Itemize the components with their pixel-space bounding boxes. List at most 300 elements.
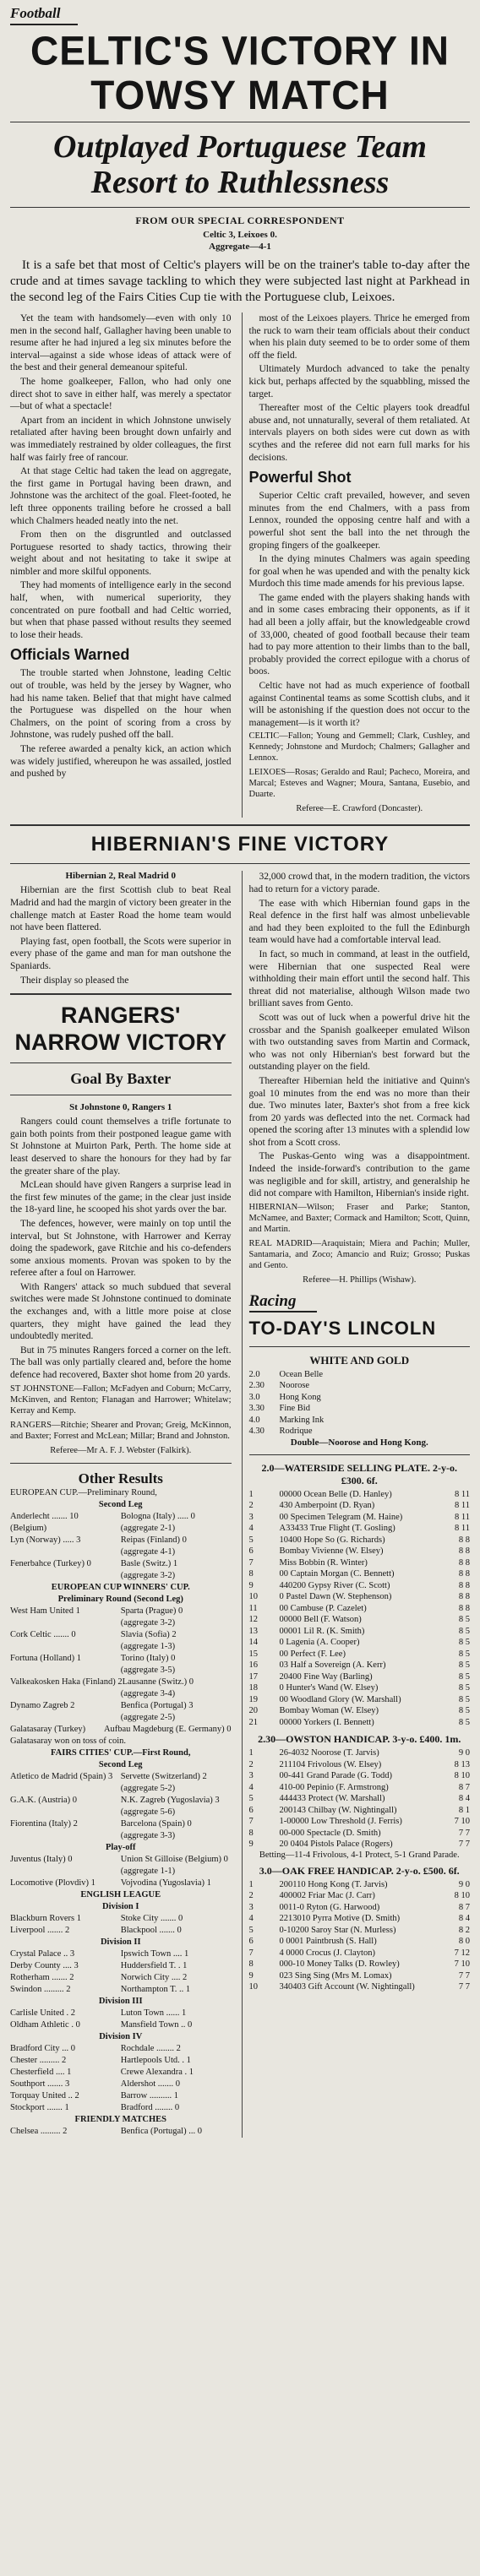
away-team [157,1487,232,1499]
runner-row [249,1500,471,1512]
runner-number: 2 [248,1891,254,1901]
runner-name: 20400 Fine Way (Barling) [279,1671,373,1682]
right-column [242,871,471,2137]
runner-weight: 8 4 [458,1914,470,1924]
runner-name: 00000 Bell (F. Watson) [279,1615,362,1625]
runner-row [249,1705,471,1717]
home-team: Valkeakosken Haka (Finland) 2 [10,1677,123,1687]
runner-number: 13 [248,1626,258,1636]
home-team: Chesterfield .... 1 [10,2067,72,2077]
paragraph: The referee awarded a penalty kick, an action which was widely justified, whereupon he was assailed, jostled and pushed by [10,744,232,780]
home-team: Dynamo Zagreb 2 [10,1700,75,1710]
paragraph: The ease with which Hibernian found gaps in the Real defence in the first half was almost unbelievable and had they been exploited to the full the Edinburgh team would have had a comfortable interval lead. [248,898,470,946]
runner-weight: 7 12 [454,1948,470,1958]
runner-row [249,1970,471,1982]
article-columns [10,871,470,2137]
runner-row [249,1626,471,1638]
home-team: Juventus (Italy) 0 [10,1854,73,1864]
runner-name: 0 Pastel Dawn (W. Stephenson) [279,1592,392,1602]
results-list [10,1487,232,2138]
runner-number: 2.30 [248,1381,265,1391]
home-team [10,1546,121,1558]
section-label: Football [10,5,78,25]
away-team: Barcelona (Spain) 0 [120,1818,192,1829]
crosshead: Officials Warned [10,646,130,664]
runner-name: 20 0404 Pistols Palace (Rogers) [279,1840,393,1850]
aggregate-line: Aggregate—4-1 [209,242,271,252]
runner-weight: 7 10 [454,1959,470,1970]
runner-row [249,1392,471,1404]
results-heading: Second Leg [98,1499,143,1509]
runner-name: Bombay Vivienne (W. Elsey) [279,1546,384,1557]
paragraph: Superior Celtic craft prevailed, however, and seven minutes from the end Chalmers, with a pass from Lennox, rounded the opposing centre half and with a powerful shot sent the ball into the net through the groping fingers of the goalkeeper. [248,491,470,551]
runner-number: 10 [248,1592,258,1602]
runner-number: 7 [248,1948,254,1958]
paragraph: Hibernian are the first Scottish club to beat Real Madrid and had the margin of victory been greater in the challenge match at Easter Road the home team would not have been flattered. [10,885,232,933]
runner-number: 1 [248,1489,254,1499]
away-team: Servette (Switzerland) 2 [120,1771,207,1781]
results-heading: ENGLISH LEAGUE [80,1889,161,1899]
runner-name: 0 Lagenia (A. Cooper) [279,1638,360,1648]
runner-row [249,1879,471,1891]
runner-row [249,1717,471,1729]
home-team: Crystal Palace .. 3 [10,1948,75,1959]
runner-name: 200110 Hong Kong (T. Jarvis) [279,1879,388,1889]
home-team [10,1783,121,1795]
home-team [10,1617,121,1629]
race-card [249,1747,471,1850]
runner-row [249,1782,471,1794]
results-heading: Division II [100,1937,141,1947]
runner-name: 0011-0 Ryton (G. Harwood) [279,1902,380,1912]
away-team: (aggregate 3-2) [120,1570,176,1580]
runner-number: 16 [248,1660,258,1671]
other-results [10,1470,232,2138]
away-team: Aufbau Magdeburg (E. Germany) 0 [103,1724,232,1734]
runner-weight: 8 5 [458,1660,470,1671]
runner-number: 6 [248,1805,254,1815]
result-row [10,1972,232,1984]
runner-weight: 8 11 [455,1489,470,1499]
runner-weight: 8 8 [458,1569,470,1579]
runner-weight: 7 7 [458,1828,470,1838]
runner-name: A33433 True Flight (T. Gosling) [279,1524,395,1534]
paragraph: From then on the disgruntled and outclassed Portuguese resorted to shady tactics, throwing their weight about and not hesitating to take it swipe at nimbler and more skilful opponents. [10,530,232,577]
runner-weight: 8 8 [458,1557,470,1568]
runner-number: 5 [248,1925,254,1935]
paragraph: They had moments of intelligence early in the second half, when, with numerical superiority, they concentrated on pure football and had Celtic worried, but when that phase passed without results they seemed to lose their heads. [10,580,232,640]
results-heading: Division I [102,1901,139,1911]
runner-row [249,1426,471,1437]
away-team: Stoke City ....... 0 [120,1913,183,1923]
paragraph: The game ended with the players shaking hands with and in some cases embracing their opponents, as if it had all been a jolly affair, but the knowledgeable crowd of 33,000, cheated of good football because their team had to pay more attention to their limbs than to the ball, probably provided the correct epilogue with a chorus of boos. [248,592,470,677]
runner-row [249,1403,471,1415]
away-team: Ipswich Town .... 1 [120,1948,189,1959]
away-team: Norwich City .... 2 [120,1972,188,1982]
away-team: Rochdale ........ 2 [120,2043,181,2053]
runner-row [249,1415,471,1427]
result-row [10,1783,232,1795]
home-team: EUROPEAN CUP.—Preliminary Round, [10,1487,157,1497]
runner-weight: 8 8 [458,1603,470,1613]
race-title: 2.0—WATERSIDE SELLING PLATE. 2-y-o. £300. 6f. [261,1461,458,1486]
team-lineup: HIBERNIAN—Wilson; Fraser and Parke; Stanton, McNamee, and Baxter; Cormack and Hamilton; Scott, Quinn, and Martin. [248,1202,470,1234]
result-row [10,1487,232,1499]
runner-name: Miss Bobbin (R. Winter) [279,1557,368,1568]
result-row [10,1653,232,1665]
runner-row [249,1890,471,1902]
result-row [10,1570,232,1582]
runner-name: 1-00000 Low Threshold (J. Ferris) [279,1817,402,1827]
result-row [10,1960,232,1972]
runner-name: Hong Kong [279,1392,321,1402]
score-line: Hibernian 2, Real Madrid 0 [65,871,176,882]
runner-name: 0 0001 Paintbrush (S. Hall) [279,1937,377,1947]
away-team: (aggregate 1-3) [120,1641,176,1651]
results-heading: FAIRS CITIES' CUP.—First Round, [51,1747,191,1758]
runner-weight: 9 0 [458,1879,470,1889]
runner-number: 10 [248,1982,258,1992]
paragraph: 32,000 crowd that, in the modern tradition, the victors had to return for a victory parade. [248,872,470,894]
away-team: N.K. Zagreb (Yugoslavia) 3 [120,1795,220,1805]
runner-number: 15 [248,1649,258,1659]
paragraph: The trouble started when Johnstone, leading Celtic out of trouble, was held by the jersey by Wagner, who had his name taken. Belief that that might have calmed the Portuguese was dispelled on the hour when Chalmers, on the point of scoring from a cross by Johnstone, was rudely pushed off the ball. [10,668,232,741]
away-team: Vojvodina (Yugoslavia) 1 [120,1878,211,1888]
runner-row [249,1591,471,1603]
race-card [249,1879,471,1993]
away-team: Benfica (Portugal) 3 [120,1700,194,1710]
runner-row [249,1671,471,1683]
runner-weight: 8 5 [458,1671,470,1682]
runner-number: 18 [248,1683,258,1693]
runner-number: 5 [248,1535,254,1545]
runner-weight: 8 13 [454,1759,470,1769]
away-team: (aggregate 5-2) [120,1783,176,1793]
result-row [10,2067,232,2079]
result-row [10,1546,232,1558]
runner-number: 14 [248,1638,258,1648]
results-heading: Division IV [99,2031,143,2041]
results-heading: EUROPEAN CUP WINNERS' CUP. [51,1582,190,1592]
score-line: Celtic 3, Leixoes 0. [203,230,277,240]
runner-number: 2 [248,1759,254,1769]
runner-number: 8 [248,1569,254,1579]
result-row [10,1771,232,1783]
home-team: Torquay United .. 2 [10,2090,79,2100]
runner-name: Fine Bid [279,1404,310,1414]
result-row [10,2079,232,2090]
runner-row [249,1839,471,1850]
result-row [10,1818,232,1830]
runner-row [249,1637,471,1649]
result-row [10,1795,232,1807]
result-row [10,2043,232,2055]
racing-headline: TO-DAY'S LINCOLN [248,1317,437,1339]
result-row [10,1854,232,1866]
away-team: Crewe Alexandra . 1 [120,2067,194,2077]
runner-weight: 8 5 [458,1638,470,1648]
runner-number: 3.30 [248,1404,265,1414]
paragraph: The Puskas-Gento wing was a disappointment. Indeed the inside-forward's contribution to the game was negligible and for skill, artistry, and generalship he did not compare with Hamilton, Hibernian's inside right. [248,1151,470,1199]
runner-name: 410-00 Pepinio (F. Armstrong) [279,1782,389,1792]
results-heading: Second Leg [98,1759,143,1769]
result-row [10,2126,232,2138]
result-row [10,1558,232,1570]
runner-name: 430 Amberpoint (D. Ryan) [279,1501,375,1511]
away-team: Aldershot ....... 0 [120,2079,181,2089]
race-title: 3.0—OAK FREE HANDICAP. 2-y-o. £500. 6f. [259,1864,460,1877]
away-team: Hartlepools Utd. . 1 [120,2055,191,2065]
results-heading: Division III [98,1996,143,2006]
result-row [10,2008,232,2019]
runner-row [249,1981,471,1993]
away-team: Blackpool ....... 0 [120,1925,182,1935]
runner-number: 7 [248,1817,254,1827]
runner-name: 2213010 Pyrra Motive (D. Smith) [279,1914,401,1924]
away-team: (aggregate 1-1) [120,1866,176,1876]
runner-name: 00-441 Grand Parade (G. Todd) [279,1771,392,1781]
runner-row [249,1603,471,1615]
runner-row [249,1682,471,1694]
tips-title: WHITE AND GOLD [309,1353,410,1367]
runner-number: 2.0 [248,1369,260,1379]
runner-weight: 9 0 [458,1748,470,1758]
team-lineup: REAL MADRID—Araquistain; Miera and Pachin; Muller, Santamaria, and Zoco; Amancio and Ruiz; Grosso; Puskas and Gento. [248,1238,470,1270]
away-team: Huddersfield T. . 1 [120,1960,188,1970]
result-row [10,2102,232,2114]
article-columns [10,312,470,818]
referee-line: Referee—E. Crawford (Doncaster). [296,804,423,814]
runner-number: 9 [248,1840,254,1850]
runner-number: 4.0 [248,1415,260,1425]
home-team: Cork Celtic ....... 0 [10,1629,76,1639]
away-team: Slavia (Sofia) 2 [120,1629,177,1639]
racing-label: Racing [249,1292,317,1312]
runner-row [249,1913,471,1925]
race-title: 2.30—OWSTON HANDICAP. 3-y-o. £400. 1m. [258,1733,461,1746]
runner-weight: 8 5 [458,1626,470,1636]
runner-number: 12 [248,1615,258,1625]
runner-weight: 8 8 [458,1580,470,1590]
result-row [10,1606,232,1617]
runner-row [249,1523,471,1535]
runner-weight: 8 5 [458,1717,470,1727]
runner-weight: 8 7 [458,1782,470,1792]
result-row [10,1948,232,1960]
article-hibernian [10,833,470,2137]
runner-row [249,1489,471,1501]
byline: FROM OUR SPECIAL CORRESPONDENT [135,215,345,226]
runner-row [249,1770,471,1782]
referee-line: Referee—H. Phillips (Wishaw). [303,1274,417,1285]
runner-number: 2 [248,1501,254,1511]
away-team [126,1736,231,1747]
runner-weight: 8 0 [458,1937,470,1947]
runner-row [249,1614,471,1626]
home-team: Liverpool ....... 2 [10,1925,70,1935]
runner-name: 0 Hunter's Wand (W. Elsey) [279,1683,379,1693]
runner-name: 00-000 Spectacle (D. Smith) [279,1828,381,1838]
home-team: Stockport ....... 1 [10,2102,69,2112]
runner-number: 4 [248,1914,254,1924]
results-heading: Preliminary Round (Second Leg) [57,1594,183,1604]
paragraph: most of the Leixoes players. Thrice he emerged from the ruck to warn their team officials about their conduct when his plain duty seemed to be to order some of them off the field. [248,313,470,361]
home-team [10,1712,121,1724]
runner-weight: 8 11 [455,1524,470,1534]
runner-row [249,1747,471,1759]
result-row [10,1830,232,1842]
runner-row [249,1816,471,1828]
result-row [10,1866,232,1878]
runner-weight: 8 7 [458,1902,470,1912]
results-heading: Play-off [105,1842,136,1852]
runner-number: 8 [248,1828,254,1838]
runner-row [249,1546,471,1557]
result-row [10,1629,232,1641]
away-team: Torino (Italy) 0 [120,1653,176,1663]
home-team [10,1688,121,1700]
home-team [10,1665,121,1677]
runner-row [249,1936,471,1948]
away-team: (aggregate 3-5) [120,1665,176,1675]
runner-number: 21 [248,1717,258,1727]
runner-name: 200143 Chilbay (W. Nightingall) [279,1805,397,1815]
paragraph: In fact, so much in command, at least in the outfield, were Hibernian that one suspected Real were withholding their main effort until the second half. This threat did not materialise, although Wilson made two brilliant saves from Gento. [248,948,470,1009]
runner-row [249,1380,471,1392]
home-team: Carlisle United . 2 [10,2008,75,2018]
divider [10,993,232,995]
runner-number: 6 [248,1937,254,1947]
paragraph: Ultimately Murdoch advanced to take the penalty kick but, perhaps affected by the squabbling, missed the target. [248,364,470,399]
runner-row [249,1793,471,1805]
away-team: Lausanne (Switz.) 0 [122,1677,194,1687]
runner-number: 5 [248,1794,254,1804]
runner-name: Bombay Woman (W. Elsey) [279,1706,379,1716]
paragraph: At that stage Celtic had taken the lead on aggregate, the first game in Portugal having been drawn, and Johnstone was the architect of the goal. Fleet-footed, he left three opponents trailing before he crossed a ball which Chalmers headed neatly into the net. [10,466,232,526]
result-row [10,2055,232,2067]
runner-name: 400002 Friar Mac (J. Carr) [279,1891,375,1901]
result-row [10,1700,232,1712]
result-row [10,2019,232,2031]
paragraph: Yet the team with handsomely—even with only 10 men in the second half, Gallagher having been unable to resume after he had injured a leg six minutes before the interval—against a side whose ideas of attack were of the best and their general demeanour spiteful. [10,313,232,373]
paragraph: Thereafter most of the Celtic players took dreadful abuse and, not unnaturally, several of them retaliated. At intervals players on both sides were cut down as with scythes and the referee did not earn full marks for his decisions. [248,403,470,463]
article-rangers [10,1002,232,1455]
runner-name: 10400 Hope So (G. Richards) [279,1535,385,1545]
runner-weight: 8 5 [458,1649,470,1659]
paragraph: But in 75 minutes Rangers forced a corner on the left. The ball was only partially cleared and, before the home defence had recovered, Baxter shot home from 20 yards. [10,1345,232,1381]
results-heading: FRIENDLY MATCHES [74,2114,166,2124]
away-team: Union St Gilloise (Belgium) 0 [120,1854,228,1864]
home-team [10,1866,121,1878]
runner-weight: 7 10 [454,1817,470,1827]
runner-name: 00 Perfect (F. Lee) [279,1649,346,1659]
runner-name: 26-4032 Noorose (T. Jarvis) [279,1748,379,1758]
result-row [10,1925,232,1937]
runner-number: 11 [248,1603,258,1613]
paragraph: With Rangers' attack so much subdued that several switches were made St Johnstone continued to dominate the exchanges and, with a little more poise at close quarters, they might have gained the lead they undoubtedly merited. [10,1281,232,1342]
headline: HIBERNIAN'S FINE VICTORY [90,833,390,856]
result-row [10,1712,232,1724]
runner-name: 440200 Gypsy River (C. Scott) [279,1580,390,1590]
away-team: (aggregate 3-4) [120,1688,176,1698]
away-team: Barrow .......... 1 [120,2090,178,2100]
runner-row [249,1805,471,1817]
runner-weight: 8 11 [455,1512,470,1522]
paragraph: In the dying minutes Chalmers was again speeding for goal when he was upended and with the penalty kick Murdoch this time made amends for his previous lapse. [248,554,470,590]
home-team: Chester ......... 2 [10,2055,67,2065]
paragraph: The defences, however, were mainly on top until the interval, but St Johnstone, with Harrower and Kerray doing the spadework, gave Ritchie and his co-defenders some anxious moments. Provan was spoken to by the referee after a foul on Harrower. [10,1218,232,1279]
result-row [10,1984,232,1996]
runner-weight: 8 5 [458,1706,470,1716]
home-team [10,1830,121,1842]
result-row [10,1535,232,1546]
runner-number: 4 [248,1782,254,1792]
home-team: Fenerbahce (Turkey) 0 [10,1558,91,1568]
away-team: Mansfield Town .. 0 [120,2019,193,2030]
runner-row [249,1568,471,1580]
betting-line: Betting—11-4 Frivolous, 4-1 Protect, 5-1 Grand Parade. [259,1850,460,1860]
home-team [10,1570,121,1582]
runner-number: 9 [248,1580,254,1590]
divider [10,824,470,826]
divider [249,1454,471,1455]
runner-name: 0-10200 Saroy Star (N. Murless) [279,1925,396,1935]
home-team: Galatasaray won on toss of coin. [10,1736,127,1746]
away-team: (aggregate 3-2) [120,1617,176,1628]
runner-number: 20 [248,1706,258,1716]
home-team: Oldham Athletic . 0 [10,2019,80,2030]
runner-number: 4.30 [248,1427,265,1437]
left-column [10,871,232,2137]
away-team: Basle (Switz.) 1 [120,1558,178,1568]
home-team: Atletico de Madrid (Spain) 3 [10,1771,113,1781]
runner-row [249,1649,471,1660]
headline: RANGERS' NARROW VICTORY [14,1003,226,1056]
away-team: (aggregate 2-5) [120,1712,176,1722]
runner-number: 8 [248,1959,254,1970]
right-column [242,312,471,818]
runner-name: Ocean Belle [279,1369,324,1379]
runner-name: Rodrique [279,1427,313,1437]
result-row [10,2090,232,2102]
runner-name: 211104 Frivolous (W. Elsey) [279,1759,382,1769]
runner-name: 000-10 Money Talks (D. Rowley) [279,1959,400,1970]
article-celtic [10,27,470,818]
double-line: Double—Noorose and Hong Kong. [290,1437,428,1448]
race-card [249,1489,471,1729]
runner-name: 00 Woodland Glory (W. Marshall) [279,1694,401,1704]
runner-name: 00000 Yorkers (I. Bennett) [279,1717,374,1727]
home-team [10,1807,121,1818]
runner-number: 3 [248,1771,254,1781]
subheadline: Goal By Baxter [70,1070,172,1088]
runner-row [249,1369,471,1381]
subheadline: Outplayed Portuguese Team Resort to Ruthlessness [53,129,427,200]
home-team: Bradford City ... 0 [10,2043,75,2053]
home-team: Southport ....... 3 [10,2079,70,2089]
paragraph: Their display so pleased the [20,975,129,986]
home-team: Derby County .... 3 [10,1960,79,1970]
result-row [10,1641,232,1653]
runner-name: 444433 Protect (W. Marshall) [279,1794,385,1804]
result-row [10,1617,232,1629]
paragraph: McLean should have given Rangers a surprise lead in the first few minutes of the game; in the clear just inside the 18-yard line, he scooped his shot yards over the bar. [10,1180,232,1215]
runner-weight: 8 2 [458,1925,470,1935]
paragraph: Playing fast, open football, the Scots were superior in every phase of the game and man for man outshone the Spaniards. [10,936,232,971]
runner-number: 3 [248,1902,254,1912]
runner-row [249,1948,471,1959]
away-team: (aggregate 2-1) [120,1523,176,1533]
